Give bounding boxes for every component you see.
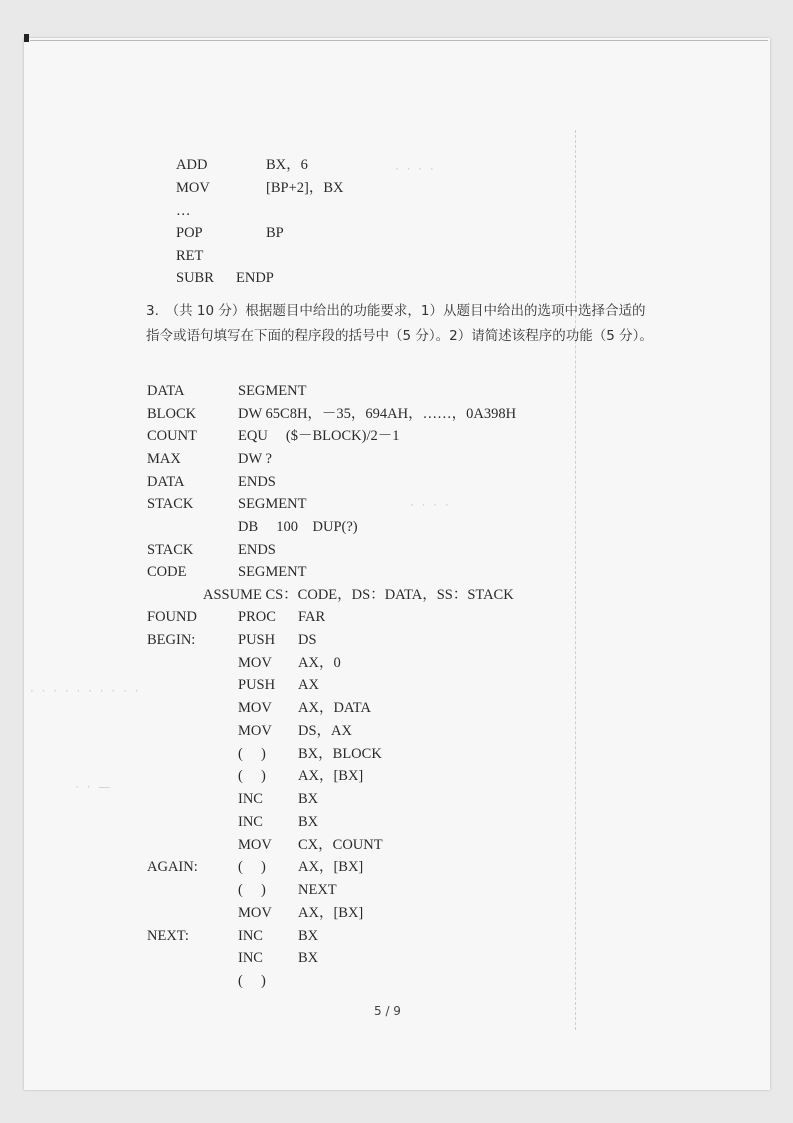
code-label: STACK: [147, 496, 194, 512]
code-op: MOV: [238, 700, 272, 716]
code-arg: [BP+2]，BX: [266, 180, 344, 196]
code-arg: ENDP: [236, 270, 274, 286]
top-rule: [30, 40, 768, 41]
code-op: MOV: [238, 723, 272, 739]
assume-directive: ASSUME CS：CODE，DS：DATA，SS：STACK: [203, 587, 514, 603]
code-op: SUBR: [176, 270, 214, 286]
code-label: BLOCK: [147, 406, 197, 422]
bleed-through-mark: · · —: [75, 780, 113, 794]
code-op: MOV: [176, 180, 210, 196]
code-op: PROC: [238, 609, 276, 625]
code-arg: DS，AX: [298, 723, 352, 739]
code-op: POP: [176, 225, 203, 241]
code-op: RET: [176, 248, 204, 264]
scan-mark: [24, 34, 29, 42]
code-label: NEXT:: [147, 928, 189, 944]
code-op: DW ?: [238, 451, 272, 467]
code-op: MOV: [238, 837, 272, 853]
code-arg: CX，COUNT: [298, 837, 383, 853]
code-arg: BX: [298, 950, 319, 966]
blank-paren: ( ): [238, 882, 266, 898]
code-arg: AX: [298, 677, 319, 693]
code-op: INC: [238, 791, 263, 807]
code-op: EQU ($－BLOCK)/2－1: [238, 428, 400, 444]
code-label: DATA: [147, 474, 185, 490]
code-op: DB 100 DUP(?): [238, 519, 358, 535]
code-arg: BP: [266, 225, 284, 241]
code-arg: AX，[BX]: [298, 859, 364, 875]
code-op: …: [176, 203, 191, 219]
page-number: 5 / 9: [374, 1004, 401, 1018]
code-label: AGAIN:: [147, 859, 198, 875]
code-arg: FAR: [298, 609, 326, 625]
code-op: PUSH: [238, 632, 276, 648]
code-op: SEGMENT: [238, 383, 307, 399]
code-label: STACK: [147, 542, 194, 558]
blank-paren: ( ): [238, 973, 266, 989]
code-arg: AX，DATA: [298, 700, 371, 716]
code-arg: AX，[BX]: [298, 768, 364, 784]
bleed-through-mark: · · · ·: [410, 498, 451, 512]
code-op: DW 65C8H，－35，694AH，……，0A398H: [238, 406, 517, 422]
code-arg: BX，BLOCK: [298, 746, 382, 762]
code-label: COUNT: [147, 428, 197, 444]
bleed-through-mark: · · · · · · · · · ·: [30, 684, 141, 698]
code-label: CODE: [147, 564, 187, 580]
blank-paren: ( ): [238, 746, 266, 762]
code-op: ADD: [176, 157, 208, 173]
code-op: INC: [238, 814, 263, 830]
code-op: INC: [238, 928, 263, 944]
code-arg: DS: [298, 632, 317, 648]
code-op: PUSH: [238, 677, 276, 693]
code-op: INC: [238, 950, 263, 966]
code-arg: BX: [298, 928, 319, 944]
blank-paren: ( ): [238, 859, 266, 875]
code-arg: BX: [298, 814, 319, 830]
bleed-through-mark: · · · ·: [395, 162, 436, 176]
code-arg: NEXT: [298, 882, 337, 898]
code-op: MOV: [238, 655, 272, 671]
code-arg: AX，[BX]: [298, 905, 364, 921]
code-op: MOV: [238, 905, 272, 921]
exam-page: [24, 38, 770, 1090]
question-text: 3. （共 10 分）根据题目中给出的功能要求，1）从题目中给出的选项中选择合适的指令或语句填写在下面的程序段的括号中（5 分）。2）请简述该程序的功能（5 分）。: [146, 303, 653, 344]
code-op: SEGMENT: [238, 496, 307, 512]
code-arg: BX，6: [266, 157, 308, 173]
code-op: ENDS: [238, 542, 276, 558]
code-label: BEGIN:: [147, 632, 196, 648]
code-label: MAX: [147, 451, 181, 467]
code-arg: AX，0: [298, 655, 341, 671]
code-label: DATA: [147, 383, 185, 399]
code-arg: BX: [298, 791, 319, 807]
binding-margin-line: [575, 130, 576, 1030]
code-label: FOUND: [147, 609, 197, 625]
code-op: ENDS: [238, 474, 276, 490]
code-op: SEGMENT: [238, 564, 307, 580]
blank-paren: ( ): [238, 768, 266, 784]
